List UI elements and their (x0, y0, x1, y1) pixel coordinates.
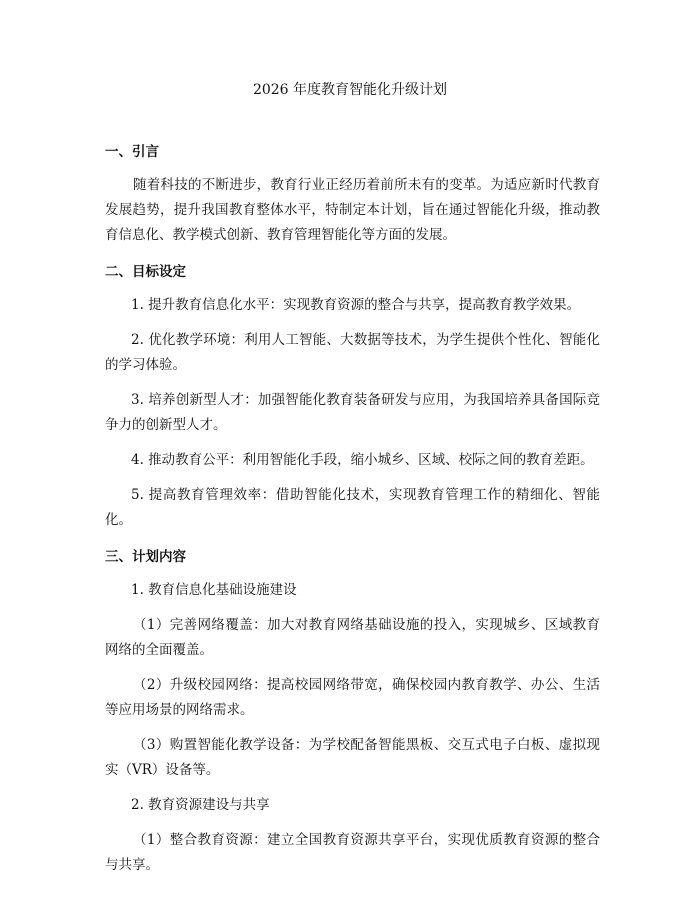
subsection-title: 2. 教育资源建设与共享 (131, 797, 270, 813)
subsection-title: 1. 教育信息化基础设施建设 (131, 582, 297, 598)
section-goals (105, 262, 600, 533)
section-introduction (105, 142, 600, 248)
plan-item: （1）完善网络覆盖：加大对教育网络基础设施的投入，实现城乡、区域教育网络的全面覆盖。 (105, 617, 600, 658)
section-plan-content (105, 547, 600, 878)
section-heading: 二、目标设定 (105, 264, 186, 280)
plan-item: （2）升级校园网络：提高校园网络带宽，确保校园内教育教学、办公、生活等应用场景的网络需求。 (105, 677, 600, 718)
section-heading: 三、计划内容 (105, 549, 186, 565)
section-heading: 一、引言 (105, 144, 159, 160)
goal-item: 4. 推动教育公平：利用智能化手段，缩小城乡、区域、校际之间的教育差距。 (131, 452, 594, 468)
goal-item: 2. 优化教学环境：利用人工智能、大数据等技术，为学生提供个性化、智能化的学习体验。 (105, 332, 600, 373)
plan-item: （3）购置智能化教学设备：为学校配备智能黑板、交互式电子白板、虚拟现实（VR）设备等。 (105, 737, 600, 778)
document-title: 2026 年度教育智能化升级计划 (252, 82, 448, 98)
goal-item: 3. 培养创新型人才：加强智能化教育装备研发与应用，为我国培养具备国际竞争力的创新型人才。 (105, 392, 600, 433)
goal-item: 1. 提升教育信息化水平：实现教育资源的整合与共享，提高教育教学效果。 (131, 297, 581, 313)
paragraph: 随着科技的不断进步，教育行业正经历着前所未有的变革。为适应新时代教育发展趋势，提升我国教育整体水平，特制定本计划，旨在通过智能化升级，推动教育信息化、教学模式创新、教育管理智能化等方面的发展。 (105, 177, 600, 243)
goal-item: 5. 提高教育管理效率：借助智能化技术，实现教育管理工作的精细化、智能化。 (105, 487, 600, 528)
plan-item: （1）整合教育资源：建立全国教育资源共享平台，实现优质教育资源的整合与共享。 (105, 832, 600, 873)
document-body (105, 142, 600, 878)
